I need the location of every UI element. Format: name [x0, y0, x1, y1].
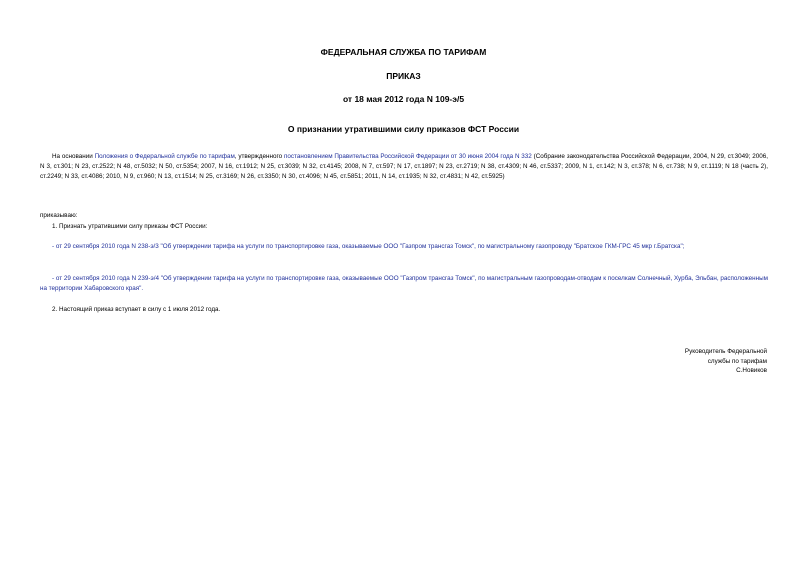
preamble-tail: (Собрание законодательства Российской Федерации, 2004, N 29, ст.3049; 2006, N 3, ст.301; N 23, ст.2522; N 48, ст.5032; N 50, ст.5354; 2007, N 16, ст.1912; N 25, ст.3039; N 32, ст.4145; 2008, N 7, ст.597; N 17, ст.1897; N 23, ст.2719; N 38, ст.4309; N 46, ст.5337; 2009, N 1, ст.142; N 3, ст.378; N 6, ст.738; N 9, ст.1119; N 18 (часть 2), ст.2249; N 33, ст.4086; 2010, N 9, ст.960; N 13, ст.1514; N 25, ст.3169; N 26, ст.3350; N 30, ст.4096; N 45, ст.5851; 2011, N 14, ст.1935; N 32, ст.4831; N 42, ст.5925): [40, 153, 768, 181]
revoked-order-239-link[interactable]: - от 29 сентября 2010 года N 239-э/4 "Об утверждении тарифа на услуги по транспортировке газа, оказываемые ООО "Газпром трансгаз Томск", по магистральным газопроводам-отводам к поселкам Солнечный, Хурба, Эльбан, расположенным на территории Хабаровского края".: [40, 275, 768, 293]
doc-type-heading: ПРИКАЗ: [386, 71, 421, 81]
signature-title-line2: службы по тарифам: [707, 358, 767, 365]
document-title: О признании утратившими силу приказов ФСТ России: [287, 124, 520, 134]
signature-name: С.Новиков: [736, 367, 767, 374]
preamble-lead: На основании: [52, 153, 95, 160]
date-number-heading: от 18 мая 2012 года N 109-э/5: [342, 94, 465, 104]
signature-title-line1: Руководитель Федеральной: [684, 348, 767, 355]
revoked-order-238-link[interactable]: - от 29 сентября 2010 года N 238-э/3 "Об утверждении тарифа на услуги по транспортировке газа, оказываемые ООО "Газпром трансгаз Томск", по магистральному газопроводу "Братское ГКМ-ГРС 45 мкр г.Братска";: [52, 243, 685, 250]
regulation-link[interactable]: Положения о Федеральной службе по тарифам: [94, 153, 235, 160]
government-decree-link[interactable]: постановлением Правительства Российской Федерации от 30 июня 2004 года N 332: [283, 153, 532, 160]
preamble-mid: , утвержденного: [234, 153, 284, 160]
item-2: 2. Настоящий приказ вступает в силу с 1 июля 2012 года.: [52, 306, 221, 313]
item-1: 1. Признать утратившими силу приказы ФСТ России:: [52, 223, 208, 230]
preamble-paragraph: [40, 152, 768, 183]
order-word: приказываю:: [40, 212, 78, 219]
agency-heading: ФЕДЕРАЛЬНАЯ СЛУЖБА ПО ТАРИФАМ: [320, 47, 487, 57]
